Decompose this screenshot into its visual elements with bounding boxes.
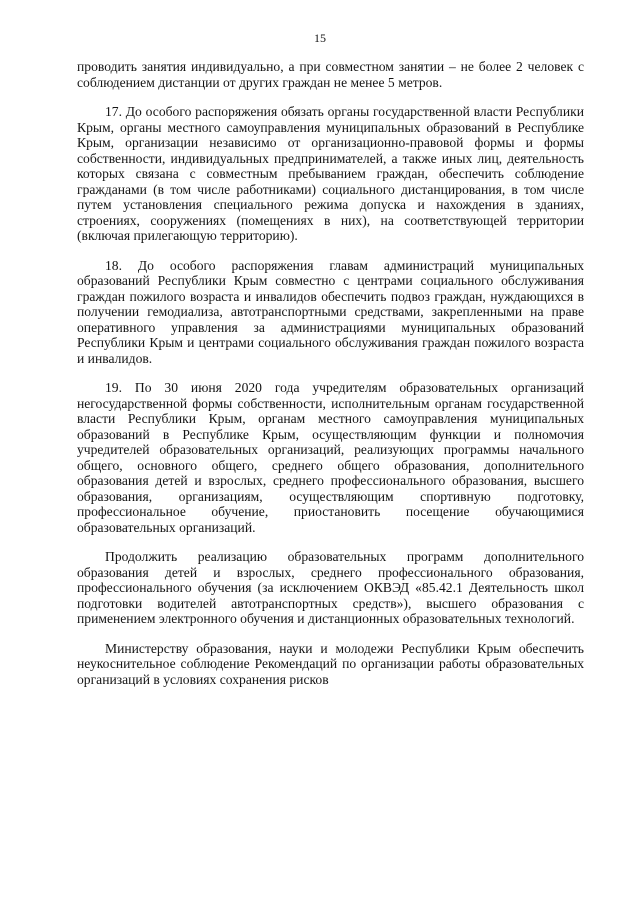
paragraph-continue-programs: Продолжить реализацию образовательных программ дополнительного образования детей и взрослых, среднего профессионального образования, профессионального обучения (за исключением ОКВЭД «85.42.1 Деятельность школ подготовки водителей автотранспортных средств»), высшего образования с применением электронного обучения и дистанционных образовательных технологий. [77, 549, 584, 626]
paragraph-item-18: 18. До особого распоряжения главам администраций муниципальных образований Республики Крым совместно с центрами социального обслуживания граждан пожилого возраста и инвалидов обеспечить подвоз граждан, нуждающихся в получении гемодиализа, автотранспортными средствами, закрепленными на праве оперативного управления за администрациями муниципальных образований Республики Крым и центрами социального обслуживания граждан пожилого возраста и инвалидов. [77, 257, 584, 366]
document-body [77, 59, 584, 687]
paragraph-item-19: 19. По 30 июня 2020 года учредителям образовательных организаций негосударственной формы собственности, исполнительным органам государственной власти Республики Крым, органам местного самоуправления муниципальных образований в Республике Крым, осуществляющим функции и полномочия учредителей образовательных организаций, реализующих программы начального общего, основного общего, среднего общего образования, дополнительного образования детей и взрослых, среднего профессионального образования, высшего образования, организациям, осуществляющим спортивную подготовку, профессиональное обучение, приостановить посещение обучающимися образовательных организаций. [77, 380, 584, 535]
page-number: 15 [314, 31, 326, 45]
paragraph-item-17: 17. До особого распоряжения обязать органы государственной власти Республики Крым, органы местного самоуправления муниципальных образований в Республике Крым, организации независимо от организационно-правовой формы и формы собственности, индивидуальных предпринимателей, а также иных лиц, деятельность которых связана с совместным пребыванием граждан, обеспечить соблюдение гражданами (в том числе работниками) социального дистанцирования, в том числе путем установления специального режима допуска и нахождения в зданиях, строениях, сооружениях (помещениях в них), на соответствующей территории (включая прилегающую территорию). [77, 104, 584, 243]
paragraph-ministry: Министерству образования, науки и молодежи Республики Крым обеспечить неукоснительное соблюдение Рекомендаций по организации работы образовательных организаций в условиях сохранения рисков [77, 640, 584, 687]
paragraph-continuation: проводить занятия индивидуально, а при совместном занятии – не более 2 человек с соблюдением дистанции от других граждан не менее 5 метров. [77, 59, 584, 90]
